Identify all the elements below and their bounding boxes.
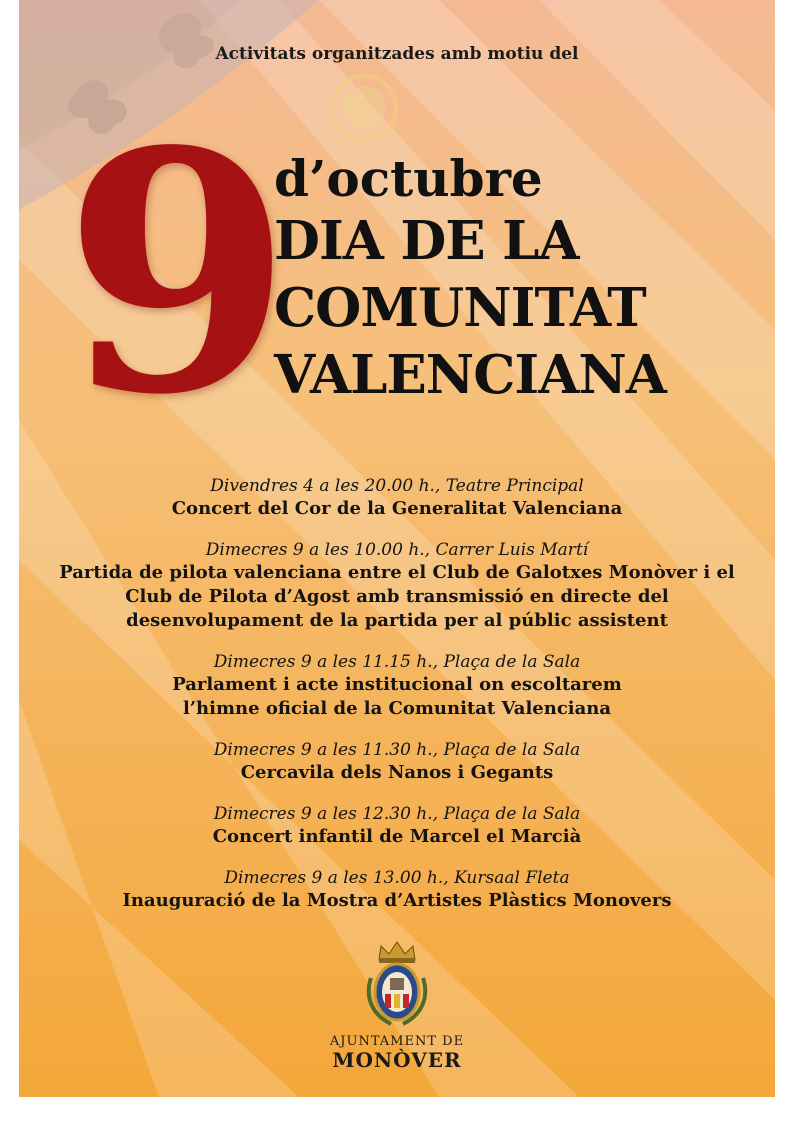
event-when: Dimecres 9 a les 10.00 h., Carrer Luis Martí	[205, 540, 589, 560]
event-description: l’himne oficial de la Comunitat Valenciana	[182, 698, 612, 719]
org-line-2: MONÒVER	[332, 1048, 462, 1072]
event-item	[19, 803, 775, 849]
events-list	[19, 475, 775, 931]
coat-of-arms-icon	[361, 938, 433, 1030]
org-line-1: AJUNTAMENT DE	[329, 1034, 465, 1049]
day-number: 9	[63, 79, 289, 467]
event-item	[19, 539, 775, 633]
event-description: desenvolupament de la partida per al públic assistent	[126, 610, 668, 631]
event-item	[19, 739, 775, 785]
event-when: Divendres 4 a les 20.00 h., Teatre Principal	[210, 476, 584, 496]
event-when: Dimecres 9 a les 11.30 h., Plaça de la Sala	[213, 740, 581, 760]
event-item	[19, 867, 775, 913]
event-description: Concert del Cor de la Generalitat Valenciana	[171, 498, 623, 519]
month-title: d’octubre	[274, 149, 543, 208]
event-description: Partida de pilota valenciana entre el Club de Galotxes Monòver i el	[59, 562, 735, 583]
event-description: Club de Pilota d’Agost amb transmissió en directe del	[125, 586, 669, 607]
title-block	[274, 150, 666, 409]
event-when: Dimecres 9 a les 12.30 h., Plaça de la Sala	[213, 804, 581, 824]
event-when: Dimecres 9 a les 11.15 h., Plaça de la Sala	[213, 652, 581, 672]
event-description: Inauguració de la Mostra d’Artistes Plàstics Monovers	[122, 890, 672, 911]
event-item	[19, 651, 775, 721]
event-when: Dimecres 9 a les 13.00 h., Kursaal Fleta	[224, 868, 570, 888]
title-line-2: COMUNITAT	[274, 277, 646, 339]
poster	[19, 0, 775, 1097]
event-item	[19, 475, 775, 521]
intro-text: Activitats organitzades amb motiu del	[215, 44, 579, 64]
event-description: Cercavila dels Nanos i Gegants	[240, 762, 554, 783]
title-line-3: VALENCIANA	[274, 344, 666, 406]
municipal-logo	[19, 938, 775, 1071]
event-description: Parlament i acte institucional on escoltarem	[172, 674, 622, 695]
title-line-1: DIA DE LA	[274, 210, 579, 272]
event-description: Concert infantil de Marcel el Marcià	[212, 826, 582, 847]
